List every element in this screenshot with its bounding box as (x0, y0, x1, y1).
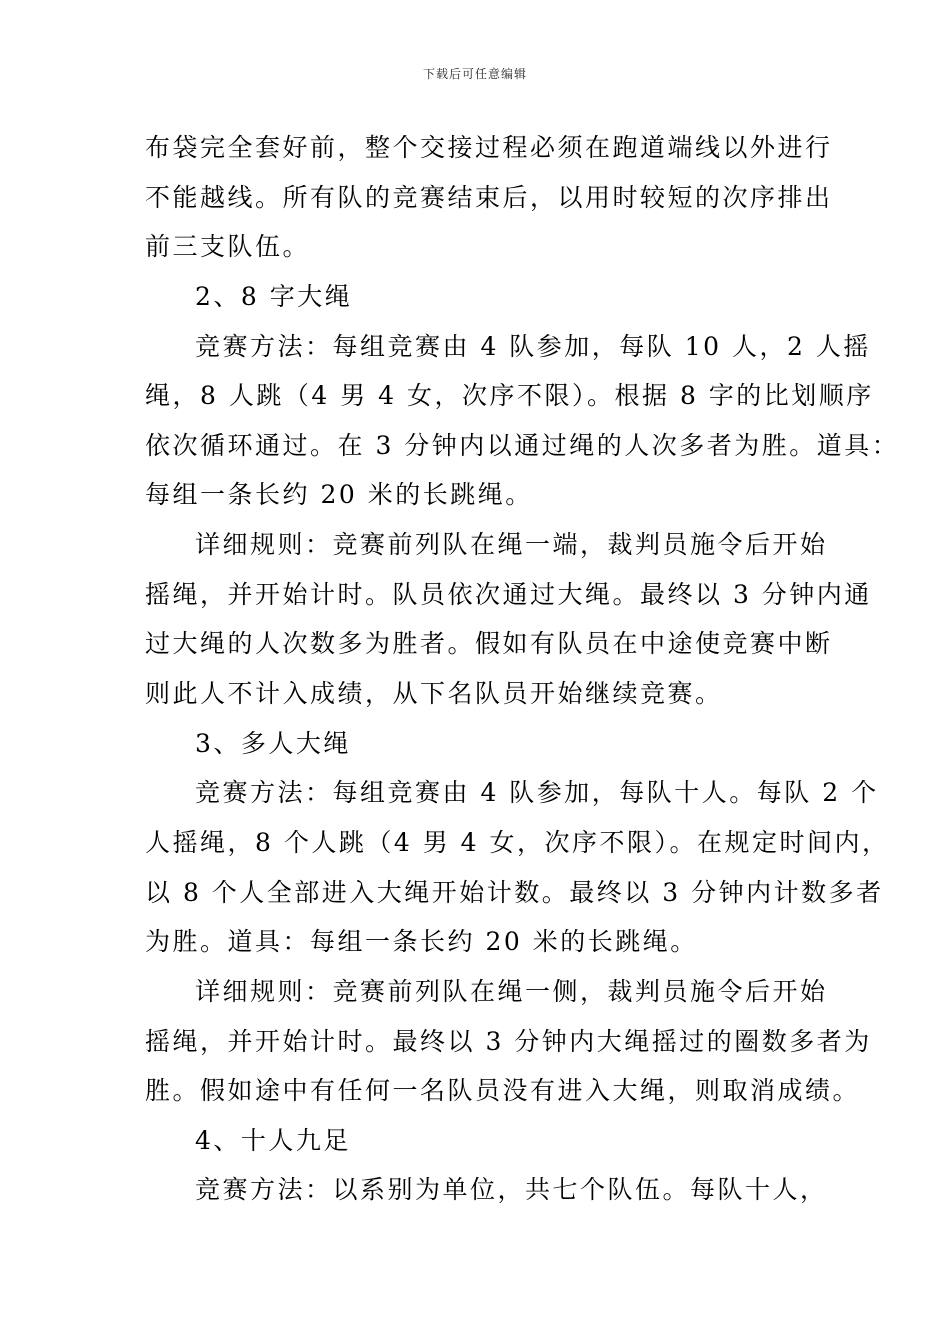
text-line: 过大绳的人次数多为胜者。假如有队员在中途使竞赛中断 (145, 629, 833, 658)
text-line: 人摇绳，8 个人跳（4 男 4 女，次序不限）。在规定时间内， (145, 828, 890, 857)
text-line: 为胜。道具：每组一条长约 20 米的长跳绳。 (145, 927, 698, 956)
text-line: 以 8 个人全部进入大绳开始计数。最终以 3 分钟内计数多者 (145, 878, 884, 907)
section-heading: 2、8 字大绳 (195, 282, 353, 311)
text-line: 依次循环通过。在 3 分钟内以通过绳的人次多者为胜。道具： (145, 431, 900, 460)
section-heading: 3、多人大绳 (195, 729, 351, 758)
text-line: 竞赛方法：以系别为单位，共七个队伍。每队十人， (195, 1175, 828, 1204)
text-line: 不能越线。所有队的竞赛结束后，以用时较短的次序排出 (145, 183, 833, 212)
text-line: 摇绳，并开始计时。最终以 3 分钟内大绳摇过的圈数多者为 (145, 1027, 872, 1056)
text-line: 详细规则：竞赛前列队在绳一侧，裁判员施令后开始 (195, 977, 828, 1006)
text-line: 每组一条长约 20 米的长跳绳。 (145, 480, 533, 509)
text-line: 则此人不计入成绩，从下名队员开始继续竞赛。 (145, 679, 723, 708)
page-header-note: 下载后可任意编辑 (422, 67, 527, 81)
text-line: 详细规则：竞赛前列队在绳一端，裁判员施令后开始 (195, 530, 828, 559)
text-line: 绳，8 人跳（4 男 4 女，次序不限）。根据 8 字的比划顺序 (145, 381, 874, 410)
text-line: 胜。假如途中有任何一名队员没有进入大绳，则取消成绩。 (145, 1076, 861, 1105)
text-line: 竞赛方法：每组竞赛由 4 队参加，每队十人。每队 2 个 (195, 778, 879, 807)
section-heading: 4、十人九足 (195, 1126, 351, 1155)
text-line: 竞赛方法：每组竞赛由 4 队参加，每队 10 人，2 人摇 (195, 332, 871, 361)
text-line: 摇绳，并开始计时。队员依次通过大绳。最终以 3 分钟内通 (145, 580, 872, 609)
text-line: 布袋完全套好前，整个交接过程必须在跑道端线以外进行 (145, 133, 833, 162)
text-line: 前三支队伍。 (145, 232, 311, 261)
